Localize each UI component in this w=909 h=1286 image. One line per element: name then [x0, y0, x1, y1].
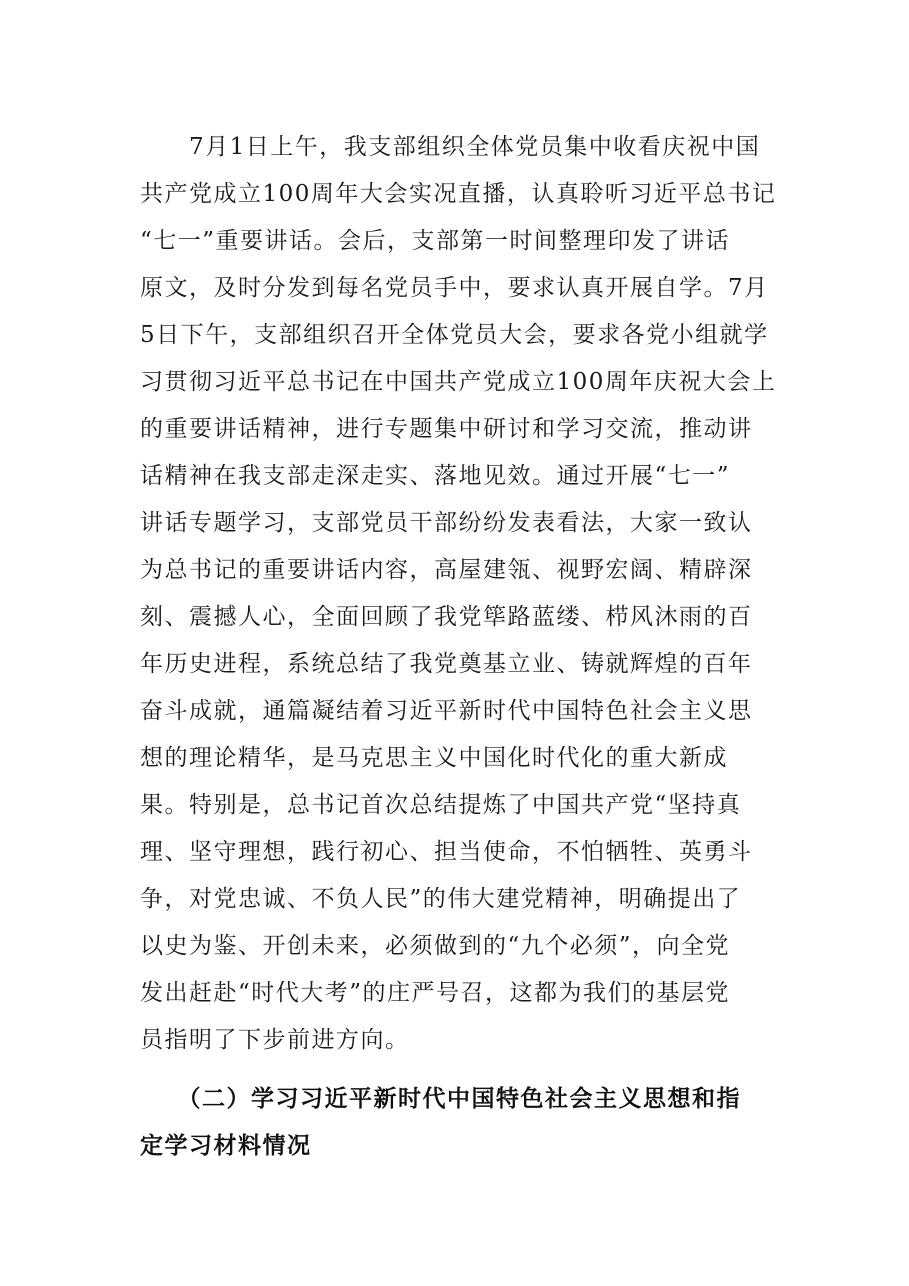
body-paragraph	[140, 124, 780, 1064]
paragraph-line-9: 讲话专题学习，支部党员干部纷纷发表看法，大家一致认	[140, 510, 753, 536]
section-heading	[140, 1076, 780, 1170]
paragraph-line-12: 年历史进程，系统总结了我党奠基立业、铸就辉煌的百年	[140, 651, 753, 677]
paragraph-line-19: 发出赶赴“时代大考”的庄严号召，这都为我们的基层党	[140, 980, 731, 1006]
paragraph-line-16: 理、坚守理想，践行初心、担当使命，不怕牺牲、英勇斗	[140, 839, 753, 865]
heading-line-1: （二）学习习近平新时代中国特色社会主义思想和指	[140, 1086, 741, 1112]
paragraph-line-17: 争，对党忠诚、不负人民”的伟大建党精神，明确提出了	[140, 886, 742, 912]
paragraph-line-10: 为总书记的重要讲话内容，高屋建瓴、视野宏阔、精辟深	[140, 557, 753, 583]
paragraph-line-6: 习贯彻习近平总书记在中国共产党成立100周年庆祝大会上	[140, 369, 777, 395]
paragraph-line-20: 员指明了下步前进方向。	[140, 1027, 410, 1053]
heading-line-2: 定学习材料情况	[140, 1133, 312, 1159]
paragraph-line-11: 刻、震撼人心，全面回顾了我党筚路蓝缕、栉风沐雨的百	[140, 604, 753, 630]
paragraph-line-8: 话精神在我支部走深走实、落地见效。通过开展“七一”	[140, 463, 731, 489]
paragraph-line-2: 共产党成立100周年大会实况直播，认真聆听习近平总书记	[140, 181, 777, 207]
paragraph-line-4: 原文，及时分发到每名党员手中，要求认真开展自学。7月	[140, 275, 769, 301]
paragraph-line-14: 想的理论精华，是马克思主义中国化时代化的重大新成	[140, 745, 728, 771]
paragraph-line-13: 奋斗成就，通篇凝结着习近平新时代中国特色社会主义思	[140, 698, 753, 724]
paragraph-line-7: 的重要讲话精神，进行专题集中研讨和学习交流，推动讲	[140, 416, 753, 442]
paragraph-line-18: 以史为鉴、开创未来，必须做到的“九个必须”，向全党	[140, 933, 731, 959]
paragraph-line-5: 5日下午，支部组织召开全体党员大会，要求各党小组就学	[140, 322, 769, 348]
paragraph-line-3: “七一”重要讲话。会后，支部第一时间整理印发了讲话	[140, 228, 731, 254]
paragraph-line-1: 7月1日上午，我支部组织全体党员集中收看庆祝中国	[140, 134, 761, 160]
paragraph-line-15: 果。特别是，总书记首次总结提炼了中国共产党“坚持真	[140, 792, 742, 818]
